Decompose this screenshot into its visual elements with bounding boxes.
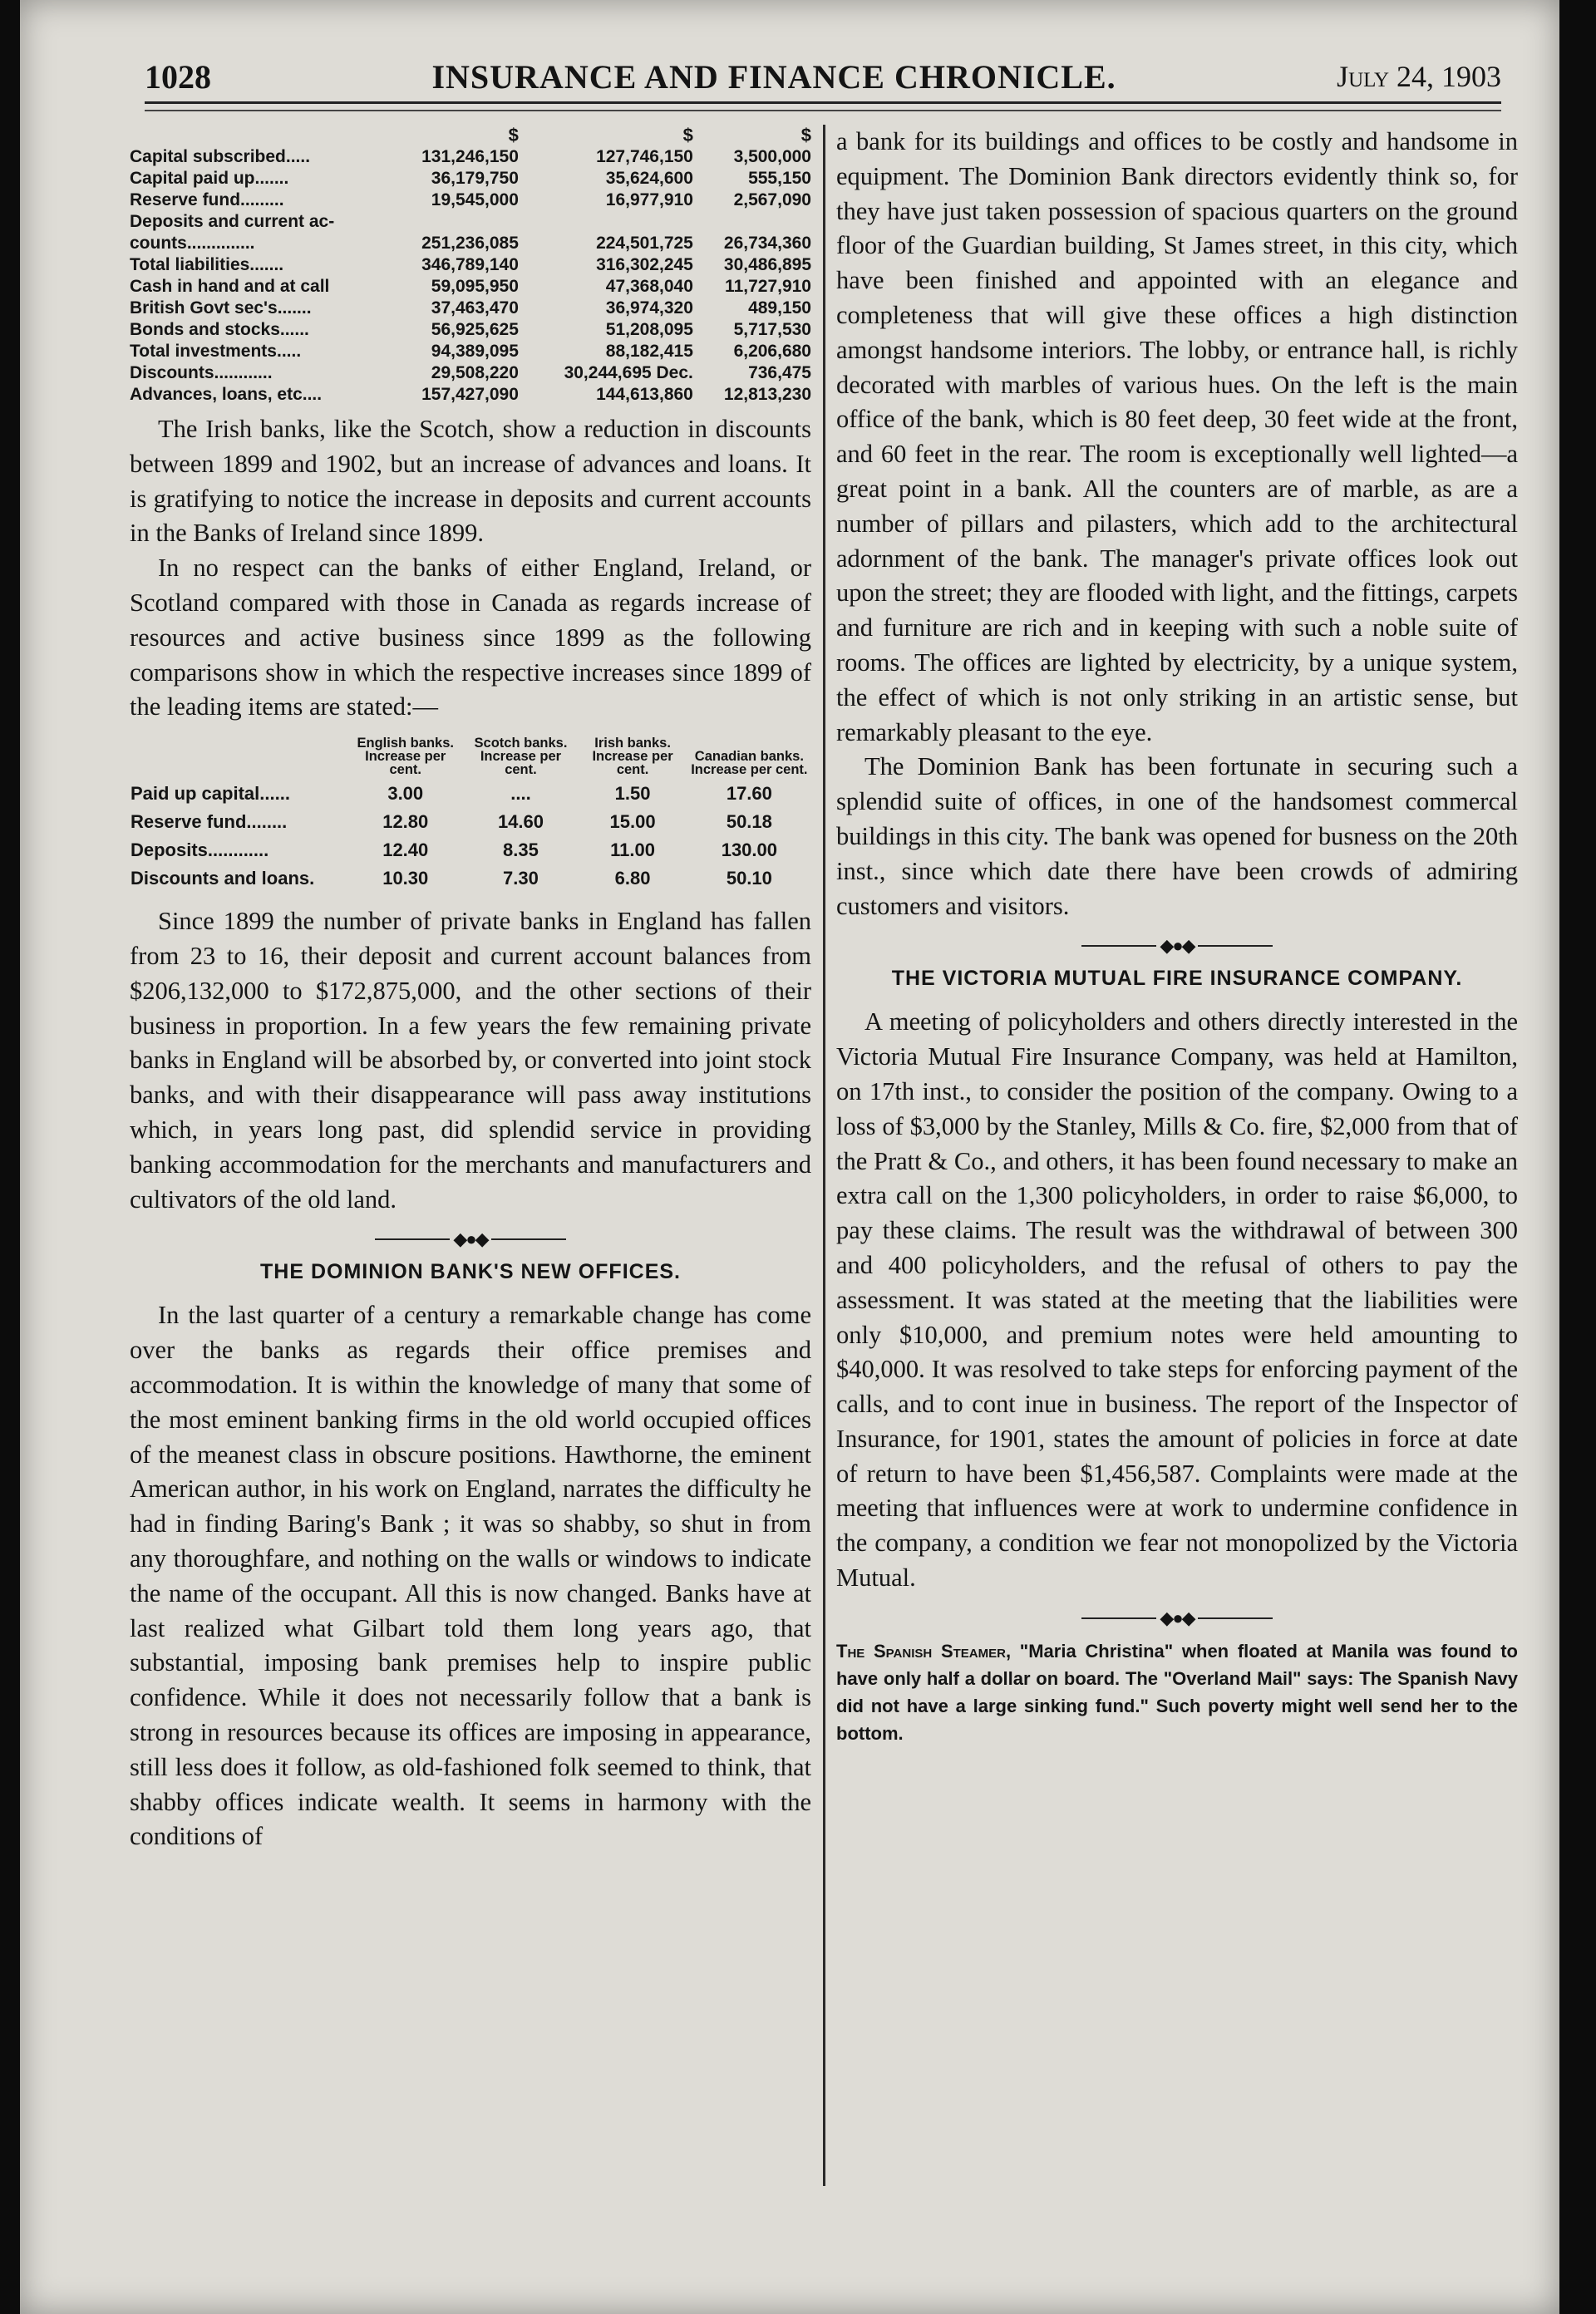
table-row	[130, 190, 811, 211]
table-cell: 1.50	[614, 783, 651, 805]
table-cell: 17.60	[726, 783, 772, 805]
note-body: "Maria Christina" when floated at Manila was found to have only half a dollar on board. The "Overland Mail" says: The Spanish Navy did not have a large sinking fund." Such poverty might well send her to the bottom.	[836, 1640, 1518, 1744]
note-lead: The Spanish Steamer,	[836, 1640, 1012, 1662]
table-row	[130, 276, 811, 298]
left-column	[130, 125, 811, 1854]
table-cell	[387, 211, 519, 233]
table-cell: 127,746,150	[596, 147, 693, 166]
table-cell: 30,244,695 Dec.	[564, 363, 693, 382]
table-cell: 12,813,230	[723, 385, 811, 404]
row-label: Total investments.....	[130, 342, 302, 361]
currency-header-row	[130, 125, 811, 146]
paragraph: In no respect can the banks of either England, Ireland, or Scotland compared with those in Canada as regards increase of resources and active business since 1899 as the following comparisons show in which the respective increases since 1899 of the leading items are stated:—	[130, 554, 811, 721]
table-cell: 489,150	[748, 298, 811, 318]
table-cell: 316,302,245	[596, 255, 693, 274]
page-number: 1028	[145, 57, 211, 96]
table-cell: 3.00	[387, 783, 424, 805]
row-label: Discounts............	[130, 363, 273, 382]
table-cell: 19,545,000	[431, 190, 519, 209]
table-cell: 51,208,095	[605, 320, 693, 339]
publication-title: INSURANCE AND FINANCE CHRONICLE.	[431, 57, 1116, 96]
table-cell: 11.00	[610, 839, 655, 861]
table-cell	[519, 211, 693, 233]
row-label: Capital paid up.......	[130, 169, 289, 188]
table-cell: 12.40	[382, 839, 429, 861]
section-heading: THE VICTORIA MUTUAL FIRE INSURANCE COMPANY.	[891, 967, 1463, 991]
table-cell: 11,727,910	[725, 277, 811, 296]
table-row	[130, 146, 811, 168]
table-row	[130, 836, 811, 864]
page-header	[145, 52, 1501, 104]
table-cell: 56,925,625	[431, 320, 519, 339]
table-cell	[693, 211, 811, 233]
row-label: Deposits and current ac-	[130, 212, 335, 231]
table-row	[130, 254, 811, 276]
column-header: Scotch banks. Increase per cent.	[474, 736, 568, 778]
table-cell: 7.30	[503, 868, 539, 889]
header-rule	[145, 110, 1501, 111]
table-cell: 15.00	[609, 811, 656, 833]
table-cell: 50.10	[726, 868, 772, 889]
table-row	[130, 168, 811, 190]
paragraph: A meeting of policyholders and others directly interested in the Victoria Mutual Fire Insurance Company, was held at Hamilton, on 17th inst., to consider the position of the company. Owing to a loss of $3,000 by the Stanley, Mills & Co. fire, $2,000 from that of the Pratt & Co., and others, it has been found necessary to make an extra call on the 1,300 policyholders, in order to raise $6,000, to pay these claims. The result was the withdrawal of between 300 and 400 policyholders, and the refusal of others to pay the assessment. It was stated at the meeting that the liabilities were only $10,000, and premium notes were held amounting to $40,000. It was resolved to take steps for enforcing payment of the calls, and to cont inue in business. The report of the Inspector of Insurance, for 1901, states the amount of policies in force at date of return to have been $1,456,587. Complaints were made at the meeting that influences were at work to undermine confidence in the company, a condition we fear not monopolized by the Victoria Mutual.	[836, 1007, 1518, 1593]
table-cell: 50.18	[726, 811, 772, 833]
table-cell: 36,179,750	[431, 169, 519, 188]
currency-header: $	[682, 125, 693, 145]
table-cell: 14.60	[497, 811, 544, 833]
currency-header: $	[800, 125, 811, 145]
table-cell: 6.80	[614, 868, 651, 889]
table-cell: 144,613,860	[596, 385, 693, 404]
paragraph: The Dominion Bank has been fortunate in securing such a splendid suite of offices, in one of the handsomest commercal buildings in this city. The bank was opened for busness on the 20th inst., since which date there have been crowds of admiring customers and visitors.	[836, 752, 1518, 920]
table-cell: 6,206,680	[733, 342, 811, 361]
table-cell: 5,717,530	[733, 320, 811, 339]
row-label: Reserve fund........	[131, 811, 288, 833]
table-cell: 37,463,470	[431, 298, 519, 318]
row-label: British Govt sec's.......	[130, 298, 312, 318]
section-heading: THE DOMINION BANK'S NEW OFFICES.	[260, 1260, 681, 1284]
row-label: counts..............	[130, 234, 255, 253]
paragraph: Since 1899 the number of private banks in England has fallen from 23 to 16, their deposit and current account balances from $206,132,000 to $172,875,000, and the other sections of their business in proportion. In a few years the few remaining private banks in England will be absorbed by, or converted into joint stock banks, and with their disappearance will pass away institutions which, in years long past, did splendid service in providing banking accommodation for the merchants and manufacturers and cultivators of the old land.	[130, 907, 811, 1214]
column-header: English banks. Increase per cent.	[357, 736, 454, 778]
table-cell: 35,624,600	[605, 169, 693, 188]
table-cell: 94,389,095	[431, 342, 519, 361]
section-ornament: ◆●◆	[836, 1607, 1518, 1629]
table-cell: 157,427,090	[421, 385, 519, 404]
row-label: Cash in hand and at call	[130, 277, 330, 296]
table-row	[130, 319, 811, 341]
table-cell: 12.80	[382, 811, 429, 833]
table-cell: 736,475	[748, 363, 811, 382]
table-cell: 30,486,895	[723, 255, 811, 274]
column-header: Irish banks. Increase per cent.	[592, 736, 673, 778]
table-row	[130, 362, 811, 384]
table-cell: 3,500,000	[733, 147, 811, 166]
table-cell: 346,789,140	[421, 255, 519, 274]
section-ornament: ◆●◆	[130, 1228, 811, 1250]
table-cell: 16,977,910	[605, 190, 693, 209]
percent-increase-table	[130, 736, 811, 893]
table-cell: 2,567,090	[733, 190, 811, 209]
row-label: Advances, loans, etc....	[130, 385, 323, 404]
table-row	[130, 341, 811, 362]
issue-date: July 24, 1903	[1337, 60, 1501, 93]
table-cell: 88,182,415	[605, 342, 693, 361]
table-cell: 59,095,950	[431, 277, 519, 296]
table-cell: 36,974,320	[605, 298, 693, 318]
bank-statistics-table	[130, 125, 811, 406]
table-cell: 10.30	[382, 868, 429, 889]
table-row	[130, 864, 811, 893]
row-label: Total liabilities.......	[130, 255, 284, 274]
table-cell: 130.00	[721, 839, 777, 861]
table-cell: 8.35	[503, 839, 539, 861]
table-cell: ....	[510, 783, 531, 805]
table-row	[130, 780, 811, 808]
section-ornament: ◆●◆	[836, 935, 1518, 957]
paragraph: a bank for its buildings and offices to be costly and handsome in equipment. The Dominion Bank directors evidently think so, for they have just taken possession of spacious quarters on the ground floor of the Guardian building, St James street, in this city, which have been finished and appointed with an elegance and completeness that will give these offices a high distinction amongst handsome interiors. The lobby, or entrance hall, is richly decorated with marbles of various hues. On the left is the main office of the bank, which is 80 feet deep, 30 feet wide at the front, and 60 feet in the rear. The room is exceptionally well lighted—a great point in a bank. All the counters are of marble, as are a number of pillars and pilasters, which add to the architectural adornment of the bank. The manager's private offices look out upon the street; they are flooded with light, and the fittings, carpets and furniture are rich and in keeping with such a noble suite of rooms. The offices are lighted by electricity, by a unique system, the effect of which is not only striking in an artistic sense, but remarkably pleasant to the eye.	[836, 127, 1518, 746]
currency-header: $	[508, 125, 519, 145]
table-cell: 26,734,360	[723, 234, 811, 253]
row-label: Paid up capital......	[131, 783, 290, 805]
row-label: Discounts and loans.	[131, 868, 315, 889]
table-cell: 47,368,040	[605, 277, 693, 296]
table-cell: 251,236,085	[421, 234, 519, 253]
table-cell: 131,246,150	[421, 147, 519, 166]
news-note	[836, 1637, 1518, 1747]
table-row	[130, 298, 811, 319]
row-label: Capital subscribed.....	[130, 147, 311, 166]
column-divider	[823, 125, 825, 2186]
table-cell: 224,501,725	[596, 234, 693, 253]
percent-table-header-row	[130, 736, 811, 780]
row-label: Deposits............	[131, 839, 269, 861]
table-row	[130, 808, 811, 836]
table-row	[130, 233, 811, 254]
column-header: Canadian banks. Increase per cent.	[691, 749, 808, 778]
table-row	[130, 384, 811, 406]
paragraph: The Irish banks, like the Scotch, show a reduction in discounts between 1899 and 1902, but an increase of advances and loans. It is gratifying to notice the increase in deposits and current accounts in the Banks of Ireland since 1899.	[130, 415, 811, 548]
table-row	[130, 211, 811, 233]
table-cell: 555,150	[748, 169, 811, 188]
right-column	[836, 125, 1518, 1747]
row-label: Bonds and stocks......	[130, 320, 309, 339]
table-cell: 29,508,220	[431, 363, 519, 382]
paragraph: In the last quarter of a century a remarkable change has come over the banks as regards their office premises and accommodation. It is within the knowledge of many that some of the most eminent banking firms in the old world occupied offices of the meanest class in obscure positions. Hawthorne, the eminent American author, in his work on England, narrates the difficulty he had in finding Baring's Bank ; it was so shabby, so shut in from any thoroughfare, and nothing on the walls or windows to indicate the name of the occupant. All this is now changed. Banks have at last realized what Gilbart told them long years ago, that substantial, imposing bank premises help to inspire public confidence. While it does not necessarily follow that a bank is strong in resources because its offices are imposing in appearance, still less does it follow, as old-fashioned folk seemed to think, that shabby offices indicate wealth. It seems in harmony with the conditions of	[130, 1301, 811, 1851]
row-label: Reserve fund.........	[130, 190, 284, 209]
